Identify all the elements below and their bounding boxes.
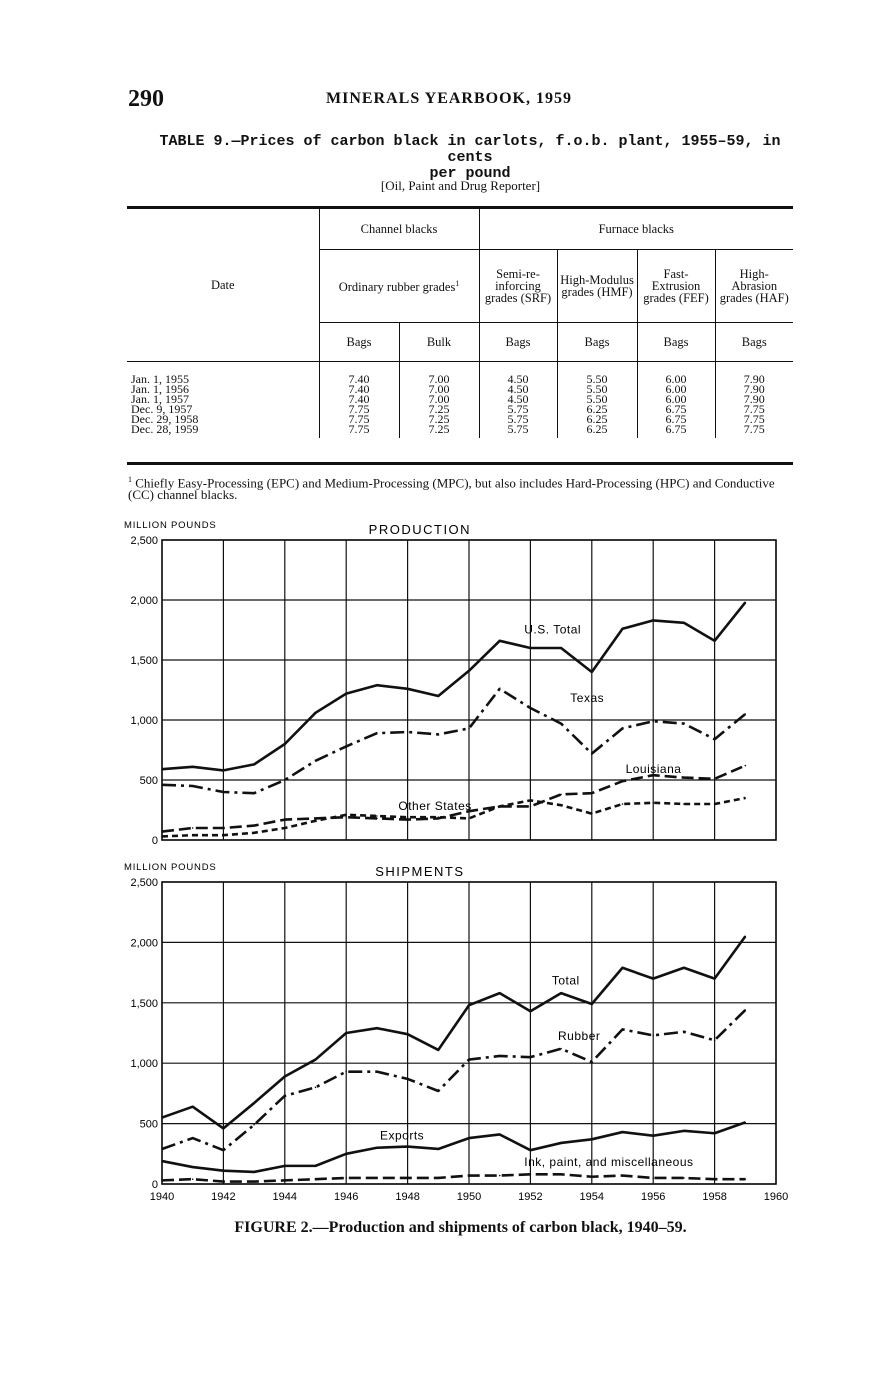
data-point	[683, 1177, 685, 1179]
data-point	[376, 1147, 378, 1149]
price-cell: 7.40	[319, 362, 399, 385]
data-point	[468, 1059, 470, 1061]
x-tick-label: 1944	[272, 1191, 298, 1203]
series-label: Texas	[570, 691, 605, 705]
page-number: 290	[128, 86, 164, 112]
data-point	[683, 1031, 685, 1033]
data-point	[284, 1095, 286, 1097]
data-point	[407, 816, 409, 818]
data-point	[560, 1142, 562, 1144]
data-point	[253, 1171, 255, 1173]
price-cell: 6.00	[637, 394, 715, 404]
data-point	[560, 723, 562, 725]
data-point	[407, 1146, 409, 1148]
table-footnote	[128, 474, 793, 501]
data-point	[745, 936, 747, 938]
ordinary-rubber-label: Ordinary rubber grades	[338, 280, 456, 295]
data-point	[530, 1174, 532, 1176]
srf-header: Semi-re-inforcing grades (SRF)	[479, 250, 557, 323]
data-point	[315, 818, 317, 820]
price-cell: 6.75	[637, 404, 715, 414]
data-point	[161, 1148, 163, 1150]
data-point	[714, 1132, 716, 1134]
date-cell: Dec. 9, 1957	[131, 402, 193, 416]
data-point	[284, 827, 286, 829]
data-point	[530, 800, 532, 802]
data-point	[530, 1010, 532, 1012]
data-point	[438, 734, 440, 736]
unit-header-bags: Bags	[319, 323, 399, 362]
x-tick-label: 1948	[395, 1191, 420, 1203]
y-axis-units-label: MILLION POUNDS	[124, 862, 217, 873]
data-point	[345, 1032, 347, 1034]
data-point	[714, 640, 716, 642]
data-point	[284, 743, 286, 745]
data-point	[745, 1178, 747, 1180]
price-cell: 5.75	[479, 414, 557, 424]
series-line	[162, 689, 745, 793]
data-point	[683, 723, 685, 725]
data-point	[192, 785, 194, 787]
data-point	[161, 1180, 163, 1182]
price-table	[127, 206, 793, 438]
series-label: Ink, paint, and miscellaneous	[524, 1154, 694, 1169]
price-cell: 5.50	[557, 394, 637, 404]
data-point	[468, 1004, 470, 1006]
table-title-line1: TABLE 9.—Prices of carbon black in carlots, f.o.b. plant, 1955–59, in cents	[159, 133, 781, 166]
data-point	[499, 1055, 501, 1057]
y-tick-label: 0	[151, 1179, 158, 1191]
table-row	[127, 394, 793, 404]
price-cell: 7.25	[399, 414, 479, 424]
data-point	[683, 967, 685, 969]
data-point	[530, 707, 532, 709]
data-point	[530, 1149, 532, 1151]
data-point	[407, 731, 409, 733]
series-label: Other States	[398, 799, 472, 813]
data-point	[376, 815, 378, 817]
data-point	[468, 1175, 470, 1177]
data-point	[622, 1175, 624, 1177]
price-cell: 7.90	[715, 384, 793, 394]
unit-header-bulk: Bulk	[399, 323, 479, 362]
data-point	[161, 1117, 163, 1119]
y-tick-label: 1,500	[130, 655, 158, 667]
series-label: Rubber	[558, 1029, 601, 1044]
x-tick-label: 1942	[211, 1191, 236, 1203]
data-point	[223, 1149, 225, 1151]
data-point	[192, 834, 194, 836]
price-cell: 7.40	[319, 394, 399, 404]
price-cell: 4.50	[479, 384, 557, 394]
y-tick-label: 500	[139, 1118, 158, 1131]
series-label: Total	[551, 973, 580, 988]
price-cell: 7.00	[399, 384, 479, 394]
data-point	[560, 794, 562, 796]
price-cell: 6.25	[557, 424, 637, 438]
price-cell: 5.75	[479, 424, 557, 438]
data-point	[591, 671, 593, 673]
chart-title: SHIPMENTS	[375, 864, 465, 879]
data-point	[591, 1139, 593, 1141]
price-cell: 5.75	[479, 404, 557, 414]
data-point	[499, 640, 501, 642]
data-point	[622, 780, 624, 782]
data-point	[315, 820, 317, 822]
price-cell: 4.50	[479, 362, 557, 385]
data-point	[438, 1177, 440, 1179]
y-tick-label: 1,500	[130, 997, 158, 1010]
data-point	[468, 728, 470, 730]
data-point	[468, 1137, 470, 1139]
footnote-ref: 1	[455, 279, 460, 289]
table-source: [Oil, Paint and Drug Reporter]	[380, 178, 541, 193]
data-point	[468, 818, 470, 820]
data-point	[745, 765, 747, 767]
data-point	[253, 1102, 255, 1104]
price-cell: 6.25	[557, 414, 637, 424]
table-row	[127, 404, 793, 414]
price-cell: 5.50	[557, 362, 637, 385]
data-point	[161, 768, 163, 770]
data-point	[745, 1009, 747, 1011]
data-point	[530, 1056, 532, 1058]
data-point	[315, 760, 317, 762]
y-tick-label: 2,000	[130, 595, 158, 607]
data-point	[652, 1135, 654, 1137]
data-point	[683, 777, 685, 779]
date-cell: Dec. 28, 1959	[131, 422, 199, 436]
data-point	[223, 1128, 225, 1130]
data-point	[622, 1029, 624, 1031]
data-point	[714, 738, 716, 740]
data-point	[376, 1027, 378, 1029]
shipments-chart	[124, 862, 788, 1203]
data-point	[345, 1071, 347, 1073]
data-point	[253, 832, 255, 834]
data-point	[315, 1165, 317, 1167]
data-point	[438, 816, 440, 818]
data-point	[315, 1087, 317, 1089]
table-row	[127, 424, 793, 438]
y-tick-label: 1,000	[130, 1058, 158, 1071]
data-point	[499, 1175, 501, 1177]
data-point	[345, 693, 347, 695]
table-bottom-rule	[127, 462, 793, 465]
furnace-blacks-header: Furnace blacks	[479, 208, 793, 250]
data-point	[622, 728, 624, 730]
price-cell: 6.75	[637, 424, 715, 438]
ordinary-rubber-header	[319, 250, 479, 323]
data-point	[345, 814, 347, 816]
data-point	[591, 792, 593, 794]
price-cell: 4.50	[479, 394, 557, 404]
data-point	[315, 712, 317, 714]
data-point	[407, 1078, 409, 1080]
data-point	[161, 784, 163, 786]
data-point	[345, 816, 347, 818]
data-point	[591, 1003, 593, 1005]
price-cell: 6.00	[637, 384, 715, 394]
data-point	[253, 825, 255, 827]
data-point	[591, 753, 593, 755]
price-cell: 7.25	[399, 424, 479, 438]
price-cell: 7.75	[715, 404, 793, 414]
x-tick-label: 1940	[149, 1191, 175, 1203]
series-label: U.S. Total	[524, 622, 582, 637]
data-point	[345, 746, 347, 748]
price-cell: 7.75	[319, 424, 399, 438]
data-point	[284, 779, 286, 781]
fef-header: Fast-Extrusion grades (FEF)	[637, 250, 715, 323]
price-cell: 6.25	[557, 404, 637, 414]
y-tick-label: 2,000	[130, 937, 158, 950]
x-tick-label: 1956	[640, 1191, 666, 1203]
data-point	[468, 670, 470, 672]
data-point	[376, 732, 378, 734]
data-point	[560, 647, 562, 649]
data-point	[438, 1148, 440, 1150]
data-point	[376, 1071, 378, 1073]
data-point	[745, 1122, 747, 1124]
price-cell: 6.00	[637, 362, 715, 385]
data-point	[253, 1181, 255, 1183]
data-point	[683, 1130, 685, 1132]
price-cell: 7.90	[715, 394, 793, 404]
footnote-mark: 1	[128, 475, 132, 484]
x-tick-label: 1952	[518, 1191, 543, 1203]
data-point	[407, 819, 409, 821]
data-point	[223, 1170, 225, 1172]
data-point	[622, 628, 624, 630]
y-tick-label: 500	[139, 775, 158, 787]
data-point	[714, 1178, 716, 1180]
series-line	[162, 1174, 745, 1181]
data-point	[652, 620, 654, 622]
figure-caption: FIGURE 2.—Production and shipments of carbon black, 1940–59.	[234, 1219, 687, 1236]
y-tick-label: 0	[151, 835, 158, 847]
price-cell: 7.40	[319, 384, 399, 394]
data-point	[714, 1039, 716, 1041]
data-point	[591, 813, 593, 815]
data-point	[683, 622, 685, 624]
data-point	[223, 827, 225, 829]
data-point	[192, 766, 194, 768]
data-point	[407, 688, 409, 690]
running-title: MINERALS YEARBOOK, 1959	[326, 90, 572, 107]
data-point	[345, 1153, 347, 1155]
date-column-header: Date	[127, 208, 319, 362]
data-point	[407, 1177, 409, 1179]
data-point	[284, 819, 286, 821]
haf-header: High-Abrasion grades (HAF)	[715, 250, 793, 323]
data-point	[315, 1178, 317, 1180]
data-point	[223, 791, 225, 793]
data-point	[376, 684, 378, 686]
price-cell: 7.00	[399, 394, 479, 404]
data-point	[284, 1165, 286, 1167]
data-point	[438, 695, 440, 697]
series-label: Exports	[379, 1128, 425, 1143]
y-axis-units-label: MILLION POUNDS	[124, 520, 217, 531]
table-row	[127, 384, 793, 394]
price-table-body	[127, 362, 793, 439]
data-point	[530, 647, 532, 649]
price-cell: 7.25	[399, 404, 479, 414]
data-point	[652, 978, 654, 980]
data-point	[652, 1035, 654, 1037]
data-point	[560, 1174, 562, 1176]
price-cell: 7.75	[319, 404, 399, 414]
price-cell: 7.90	[715, 362, 793, 385]
date-cell: Dec. 29, 1958	[131, 412, 199, 426]
table-row	[127, 362, 793, 385]
unit-header-bags: Bags	[557, 323, 637, 362]
data-point	[530, 806, 532, 808]
x-tick-label: 1958	[702, 1191, 727, 1203]
data-point	[253, 1124, 255, 1126]
unit-header-bags: Bags	[637, 323, 715, 362]
x-tick-label: 1946	[333, 1191, 359, 1203]
table-title	[140, 134, 800, 182]
hmf-header: High-Modulus grades (HMF)	[557, 250, 637, 323]
data-point	[376, 818, 378, 820]
data-point	[652, 720, 654, 722]
series-label: Louisiana	[625, 761, 682, 776]
data-point	[161, 831, 163, 833]
date-cell: Jan. 1, 1956	[131, 382, 189, 396]
figure-charts	[110, 515, 790, 1215]
data-point	[192, 827, 194, 829]
data-point	[745, 602, 747, 604]
data-point	[192, 1137, 194, 1139]
data-point	[499, 1134, 501, 1136]
data-point	[253, 764, 255, 766]
price-cell: 5.50	[557, 384, 637, 394]
data-point	[315, 1059, 317, 1061]
y-tick-label: 1,000	[130, 715, 158, 727]
data-point	[652, 1177, 654, 1179]
y-tick-label: 2,500	[130, 877, 158, 889]
unit-header-bags: Bags	[479, 323, 557, 362]
data-point	[192, 1178, 194, 1180]
data-point	[745, 797, 747, 799]
data-point	[223, 770, 225, 772]
price-cell: 6.75	[637, 414, 715, 424]
data-point	[714, 803, 716, 805]
x-tick-label: 1954	[579, 1191, 605, 1203]
footnote-text: Chiefly Easy-Processing (EPC) and Medium-Processing (MPC), but also includes Hard-Processing (HPC) and Conductive (CC) channel blacks.	[128, 475, 775, 503]
data-point	[438, 1049, 440, 1051]
data-point	[192, 1166, 194, 1168]
data-point	[714, 978, 716, 980]
data-point	[499, 688, 501, 690]
data-point	[284, 1180, 286, 1182]
chart-title: PRODUCTION	[368, 522, 472, 537]
data-point	[161, 1160, 163, 1162]
table-title-line2: per pound	[429, 165, 511, 182]
data-point	[560, 804, 562, 806]
production-chart	[124, 520, 776, 847]
data-point	[622, 803, 624, 805]
y-tick-label: 2,500	[130, 535, 158, 547]
table-row	[127, 414, 793, 424]
data-point	[560, 1048, 562, 1050]
x-tick-label: 1960	[763, 1191, 789, 1203]
data-point	[591, 1061, 593, 1063]
data-point	[284, 1076, 286, 1078]
data-point	[683, 803, 685, 805]
price-cell: 7.75	[319, 414, 399, 424]
data-point	[407, 1033, 409, 1035]
series-line	[162, 936, 745, 1128]
unit-header-bags: Bags	[715, 323, 793, 362]
data-point	[223, 1181, 225, 1183]
data-point	[560, 992, 562, 994]
data-point	[345, 1177, 347, 1179]
data-point	[223, 834, 225, 836]
channel-blacks-header: Channel blacks	[319, 208, 479, 250]
data-point	[438, 1090, 440, 1092]
data-point	[192, 1106, 194, 1108]
data-point	[161, 836, 163, 838]
price-cell: 7.75	[715, 424, 793, 438]
data-point	[253, 792, 255, 794]
date-cell: Jan. 1, 1957	[131, 392, 189, 406]
price-cell: 7.75	[715, 414, 793, 424]
data-point	[499, 806, 501, 808]
data-point	[745, 713, 747, 715]
charts-svg	[110, 515, 790, 1215]
data-point	[499, 992, 501, 994]
data-point	[622, 967, 624, 969]
data-point	[622, 1131, 624, 1133]
x-tick-label: 1950	[456, 1191, 482, 1203]
series-line	[162, 602, 745, 770]
date-cell: Jan. 1, 1955	[131, 372, 189, 386]
price-cell: 7.00	[399, 362, 479, 385]
data-point	[714, 778, 716, 780]
data-point	[591, 1176, 593, 1178]
data-point	[652, 802, 654, 804]
series-line	[162, 1010, 745, 1150]
data-point	[376, 1177, 378, 1179]
